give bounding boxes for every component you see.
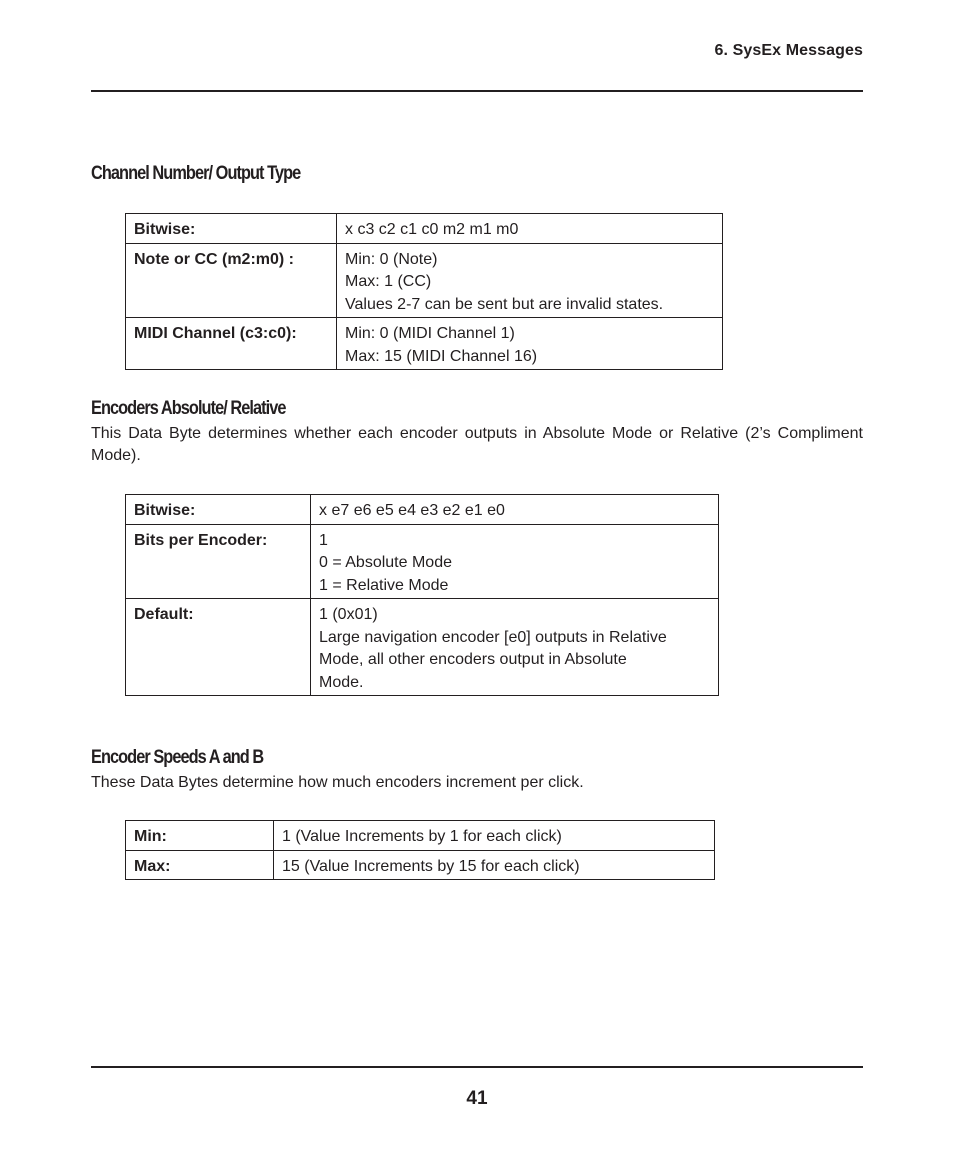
value-line: 1 = Relative Mode [319, 576, 449, 594]
row-label: MIDI Channel (c3:c0): [126, 318, 337, 370]
value-line: Max: 15 (MIDI Channel 16) [345, 347, 538, 365]
table-row [126, 243, 723, 318]
value-line: 1 [319, 531, 328, 549]
row-value [274, 821, 715, 851]
table-row [126, 495, 719, 525]
table-row [126, 821, 715, 851]
value-line: 1 (0x01) [319, 606, 378, 623]
row-value [311, 524, 719, 599]
row-label: Default: [126, 599, 311, 696]
row-value [311, 599, 719, 696]
row-value [337, 243, 723, 318]
row-label: Bitwise: [126, 495, 311, 525]
row-label: Bitwise: [126, 214, 337, 244]
table-row [126, 318, 723, 370]
value-line: Min: 0 (MIDI Channel 1) [345, 325, 515, 342]
encoders-abs-rel-table [125, 494, 719, 696]
row-label: Min: [126, 821, 274, 851]
value-line: x e7 e6 e5 e4 e3 e2 e1 e0 [319, 502, 505, 519]
channel-output-table [125, 213, 723, 370]
row-label: Bits per Encoder: [126, 524, 311, 599]
row-value [311, 495, 719, 525]
row-label: Note or CC (m2:m0) : [126, 243, 337, 318]
table-row [126, 524, 719, 599]
value-line: Values 2-7 can be sent but are invalid states. [345, 295, 664, 313]
encoder-speeds-table [125, 820, 715, 880]
row-value [337, 318, 723, 370]
value-line: Mode, all other encoders output in Absolute [319, 651, 627, 668]
footer-rule [91, 1066, 863, 1068]
section-description: This Data Byte determines whether each encoder outputs in Absolute Mode or Relative (2’s Compliment Mode). [91, 425, 863, 464]
section-heading-encoder-speeds: Encoder Speeds A and B [91, 747, 264, 768]
value-line: 15 (Value Increments by 15 for each click) [282, 857, 580, 875]
value-line: Mode. [319, 673, 364, 691]
section-heading-channel-output: Channel Number/ Output Type [91, 163, 301, 184]
table-row [126, 599, 719, 696]
table-row [126, 214, 723, 244]
page-number: 41 [466, 1088, 488, 1109]
value-line: Min: 0 (Note) [345, 250, 438, 268]
value-line: Large navigation encoder [e0] outputs in Relative [319, 628, 667, 646]
section-heading-encoders-abs-rel: Encoders Absolute/ Relative [91, 398, 286, 419]
table-row [126, 850, 715, 880]
value-line: Max: 1 (CC) [345, 273, 432, 290]
header-rule [91, 90, 863, 92]
running-head: 6. SysEx Messages [714, 42, 863, 59]
row-value [274, 850, 715, 880]
row-label: Max: [126, 850, 274, 880]
value-line: x c3 c2 c1 c0 m2 m1 m0 [345, 221, 519, 238]
value-line: 1 (Value Increments by 1 for each click) [282, 828, 562, 845]
value-line: 0 = Absolute Mode [319, 554, 452, 571]
row-value [337, 214, 723, 244]
section-description: These Data Bytes determine how much encoders increment per click. [91, 774, 584, 791]
